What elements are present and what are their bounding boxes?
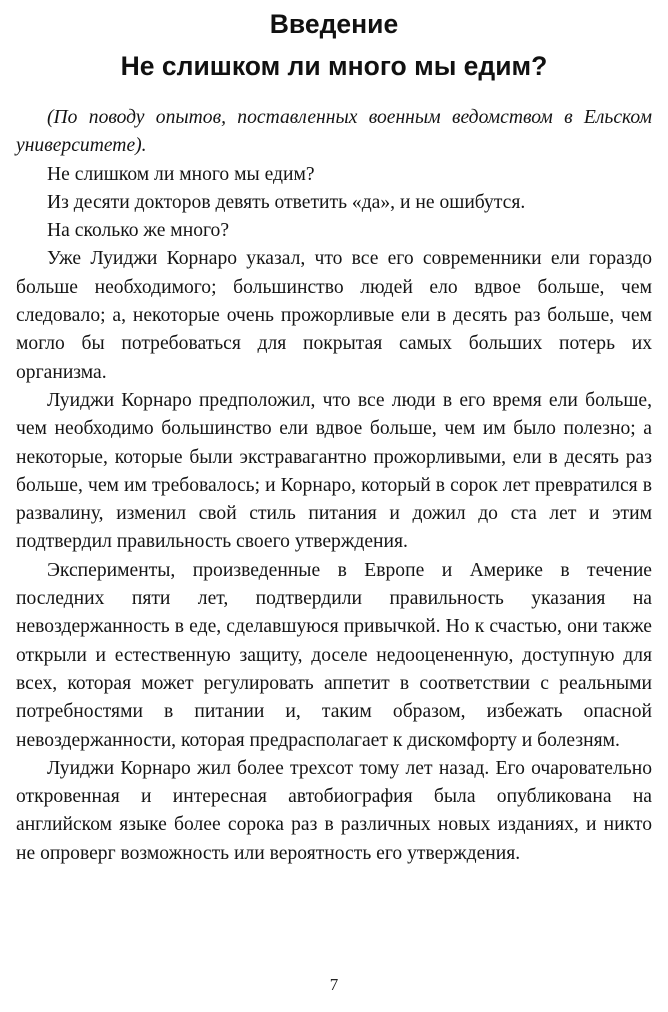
paragraph: На сколько же много? bbox=[47, 220, 230, 242]
paragraph: Луиджи Корнаро жил более трехсот тому лет назад. Его очаровательно откровенная и интересная автобиография была опубликована на английском языке более сорока раз в различных новых изданиях, и никто не опроверг возможность или вероятность его утверждения. bbox=[16, 757, 652, 864]
body-text bbox=[16, 104, 652, 868]
paragraph: Луиджи Корнаро предположил, что все люди в его время ели больше, чем необходимо большинство ели вдвое больше, чем им было полезно; а некоторые, которые были экстравагантно прожорливыми, ели в десять раз больше, чем им требовалось; и Корнаро, который в сорок лет превратился в развалину, изменил свой стиль питания и дожил до ста лет и этим подтвердил правильность своего утверждения. bbox=[16, 389, 652, 553]
paragraph-note: (По поводу опытов, поставленных военным ведомством в Ельском университете). bbox=[16, 107, 652, 157]
page-number: 7 bbox=[329, 975, 339, 994]
paragraph: Уже Луиджи Корнаро указал, что все его современники ели гораздо больше необходимого; большинство людей ело вдвое больше, чем следовало; а, некоторые очень прожорливые ели в десять раз больше, чем могло бы потребоваться для покрытая самых больших потерь их организма. bbox=[16, 248, 652, 383]
paragraph: Из десяти докторов девять ответить «да», и не ошибутся. bbox=[47, 191, 526, 213]
paragraph: Эксперименты, произведенные в Европе и Америке в течение последних пяти лет, подтвердили правильность указания на невоздержанность в еде, сделавшуюся привычкой. Но к счастью, они также открыли и естественную защиту, доселе недооцененную, доступную для всех, которая может регулировать аппетит в соответствии с реальными потребностями в питании и, таким образом, избежать опасной невоздержанности, которая предрасполагает к дискомфорту и болезням. bbox=[16, 559, 652, 751]
chapter-subtitle: Не слишком ли много мы едим? bbox=[120, 51, 548, 81]
paragraph: Не слишком ли много мы едим? bbox=[47, 163, 315, 185]
chapter-title: Введение bbox=[269, 9, 399, 39]
